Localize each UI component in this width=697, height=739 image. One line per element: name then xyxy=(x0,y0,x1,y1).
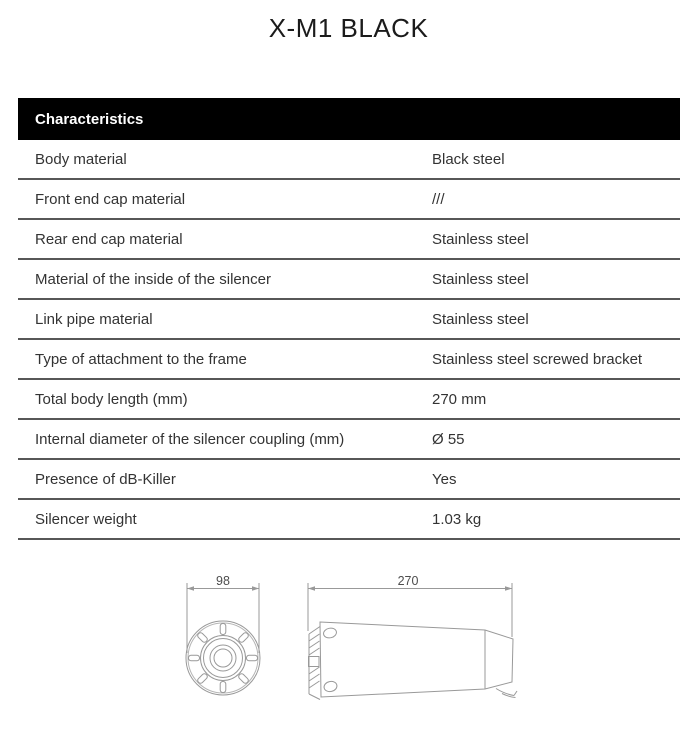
vent-slot xyxy=(220,682,226,693)
vent-slot xyxy=(189,655,200,661)
dimension-arrow xyxy=(187,586,194,591)
front-view-diameter-value: 98 xyxy=(216,574,230,588)
table-header xyxy=(18,98,680,140)
table-header-label: Characteristics xyxy=(35,110,144,128)
page-title: X-M1 BLACK xyxy=(268,13,429,43)
spec-row-value: /// xyxy=(432,190,445,208)
silencer-front-view xyxy=(186,621,260,695)
dimension-arrow xyxy=(308,586,315,591)
spec-row xyxy=(18,260,680,300)
spec-row xyxy=(18,180,680,220)
spec-row-label: Link pipe material xyxy=(35,310,153,328)
diameter-dimension xyxy=(187,583,259,653)
rivet-hole xyxy=(323,627,338,639)
silencer-technical-drawing xyxy=(0,570,697,739)
dimension-arrow xyxy=(505,586,512,591)
outer-shell-circle xyxy=(186,621,260,695)
spec-row xyxy=(18,220,680,260)
vent-slot xyxy=(197,632,209,644)
vent-slot xyxy=(238,673,250,685)
spec-row-value: 1.03 kg xyxy=(432,510,482,528)
dimension-arrow xyxy=(252,586,259,591)
spec-row-value: Stainless steel xyxy=(432,270,529,288)
bracket-clamp xyxy=(309,657,320,667)
spec-row-value: Black steel xyxy=(432,150,505,168)
rivet-hole xyxy=(323,680,338,692)
spec-row-label: Body material xyxy=(35,150,127,168)
side-view-length-value: 270 xyxy=(397,574,419,588)
spec-row xyxy=(18,300,680,340)
spec-row-label: Total body length (mm) xyxy=(35,390,188,408)
characteristics-table xyxy=(18,98,680,540)
spec-row-label: Silencer weight xyxy=(35,510,137,528)
spec-row-label: Presence of dB-Killer xyxy=(35,470,176,488)
silencer-side-view xyxy=(309,622,518,700)
vent-slot xyxy=(220,624,226,635)
spec-row-value: Ø 55 xyxy=(432,430,465,448)
body-outline xyxy=(320,622,513,697)
spec-row-value: Stainless steel xyxy=(432,310,529,328)
spec-row xyxy=(18,500,680,540)
mounting-bracket xyxy=(309,627,321,700)
spec-row-value: 270 mm xyxy=(432,390,487,408)
vent-slot xyxy=(247,655,258,661)
outlet-hole-circle xyxy=(214,649,232,667)
spec-row xyxy=(18,340,680,380)
spec-row-value: Stainless steel xyxy=(432,230,529,248)
exhaust-outlet xyxy=(496,689,517,698)
vent-slot xyxy=(238,632,250,644)
spec-row-value: Yes xyxy=(432,470,457,488)
spec-row-label: Material of the inside of the silencer xyxy=(35,270,271,288)
spec-row-label: Type of attachment to the frame xyxy=(35,350,247,368)
table-rows xyxy=(18,140,680,540)
spec-row-label: Front end cap material xyxy=(35,190,186,208)
length-dimension xyxy=(308,583,512,637)
spec-row-value: Stainless steel screwed bracket xyxy=(432,350,643,368)
vent-slots xyxy=(189,624,258,693)
spec-row-label: Rear end cap material xyxy=(35,230,183,248)
spec-row xyxy=(18,140,680,180)
spec-row xyxy=(18,420,680,460)
vent-slot xyxy=(197,673,209,685)
cap-inner-ring-circle xyxy=(204,639,243,678)
cap-ring-circle xyxy=(201,636,246,681)
spec-row xyxy=(18,380,680,420)
spec-row-label: Internal diameter of the silencer coupling (mm) xyxy=(35,430,345,448)
spec-row xyxy=(18,460,680,500)
